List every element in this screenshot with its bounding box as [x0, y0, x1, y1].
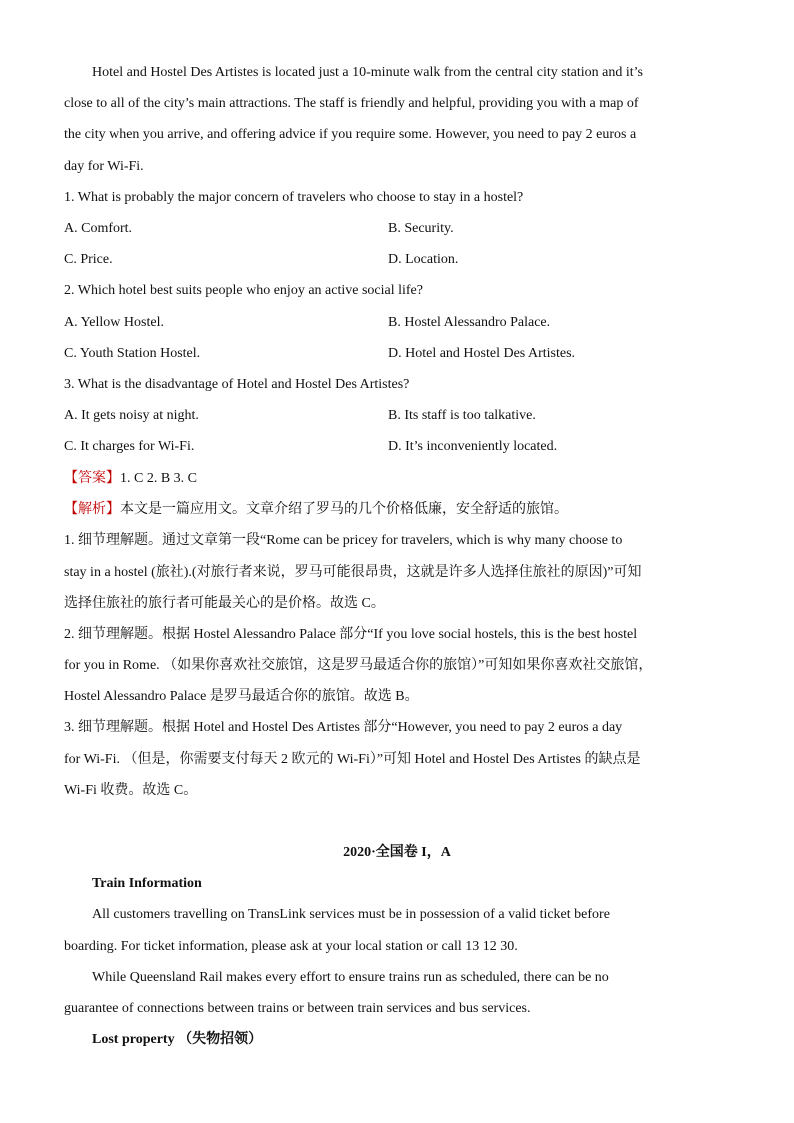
option-c: C. Youth Station Hostel.	[64, 346, 201, 361]
analysis-item-2: for you in Rome. （如果你喜欢社交旅馆，这是罗马最适合你的旅馆）”可知如果你喜欢社交旅馆，	[64, 658, 653, 673]
option-a: A. Yellow Hostel.	[64, 315, 164, 330]
analysis-item-3: for Wi-Fi. （但是，你需要支付每天 2 欧元的 Wi-Fi）”可知 Hotel and Hostel Des Artistes 的缺点是	[64, 752, 641, 767]
question-1-stem: 1. What is probably the major concern of travelers who choose to stay in a hostel?	[64, 190, 524, 205]
option-b: B. Security.	[388, 221, 454, 236]
paragraph-line: While Queensland Rail makes every effort to ensure trains run as scheduled, there can be no	[92, 970, 609, 985]
passage-line: the city when you arrive, and offering advice if you require some. However, you need to pay 2 euros a	[64, 127, 637, 142]
analysis-item-3: Wi-Fi 收费。故选 C。	[64, 783, 198, 798]
question-2-stem: 2. Which hotel best suits people who enjoy an active social life?	[64, 283, 423, 298]
analysis-intro: 本文是一篇应用文。文章介绍了罗马的几个价格低廉，安全舒适的旅馆。	[120, 502, 568, 517]
analysis-item-2: 2. 细节理解题。根据 Hostel Alessandro Palace 部分“If you love social hostels, this is the best hostel	[64, 627, 638, 642]
section-heading: 2020·全国卷 I，A	[343, 845, 451, 860]
option-b: B. Its staff is too talkative.	[388, 408, 536, 423]
paragraph-line: All customers travelling on TransLink services must be in possession of a valid ticket before	[92, 907, 610, 922]
option-a: A. It gets noisy at night.	[64, 408, 199, 423]
question-1-options-row1	[64, 213, 730, 244]
question-3-stem: 3. What is the disadvantage of Hotel and Hostel Des Artistes?	[64, 377, 410, 392]
question-3-options-row2	[64, 431, 730, 462]
paragraph-line: boarding. For ticket information, please ask at your local station or call 13 12 30.	[64, 939, 518, 954]
question-3-options-row1	[64, 400, 730, 431]
option-d: D. Hotel and Hostel Des Artistes.	[388, 346, 576, 361]
passage-line: day for Wi-Fi.	[64, 159, 144, 174]
lost-property-heading: Lost property （失物招领）	[92, 1032, 263, 1047]
analysis-label: 【解析】	[64, 502, 120, 517]
answer-label: 【答案】	[64, 471, 120, 486]
analysis-item-2: Hostel Alessandro Palace 是罗马最适合你的旅馆。故选 B。	[64, 689, 419, 704]
analysis-item-3: 3. 细节理解题。根据 Hotel and Hostel Des Artistes 部分“However, you need to pay 2 euros a day	[64, 720, 623, 735]
passage-line: close to all of the city’s main attractions. The staff is friendly and helpful, providing you with a map of	[64, 96, 639, 111]
question-1-options-row2	[64, 244, 730, 275]
analysis-line	[64, 494, 730, 525]
option-c: C. Price.	[64, 252, 113, 267]
option-b: B. Hostel Alessandro Palace.	[388, 315, 551, 330]
answer-line	[64, 463, 730, 494]
section-title: Train Information	[92, 876, 202, 891]
answer-text: 1. C 2. B 3. C	[120, 471, 198, 486]
option-c: C. It charges for Wi-Fi.	[64, 439, 195, 454]
analysis-item-1: 选择住旅社的旅行者可能最关心的是价格。故选 C。	[64, 596, 385, 611]
question-2-options-row1	[64, 307, 730, 338]
option-a: A. Comfort.	[64, 221, 133, 236]
analysis-item-1: 1. 细节理解题。通过文章第一段“Rome can be pricey for travelers, which is why many choose to	[64, 533, 623, 548]
analysis-item-1: stay in a hostel (旅社).(对旅行者来说，罗马可能很昂贵，这就是许多人选择住旅社的原因)”可知	[64, 565, 642, 580]
question-2-options-row2	[64, 338, 730, 369]
passage-line: Hotel and Hostel Des Artistes is located just a 10-minute walk from the central city station and it’s	[92, 65, 643, 80]
paragraph-line: guarantee of connections between trains or between train services and bus services.	[64, 1001, 531, 1016]
option-d: D. It’s inconveniently located.	[388, 439, 558, 454]
option-d: D. Location.	[388, 252, 459, 267]
